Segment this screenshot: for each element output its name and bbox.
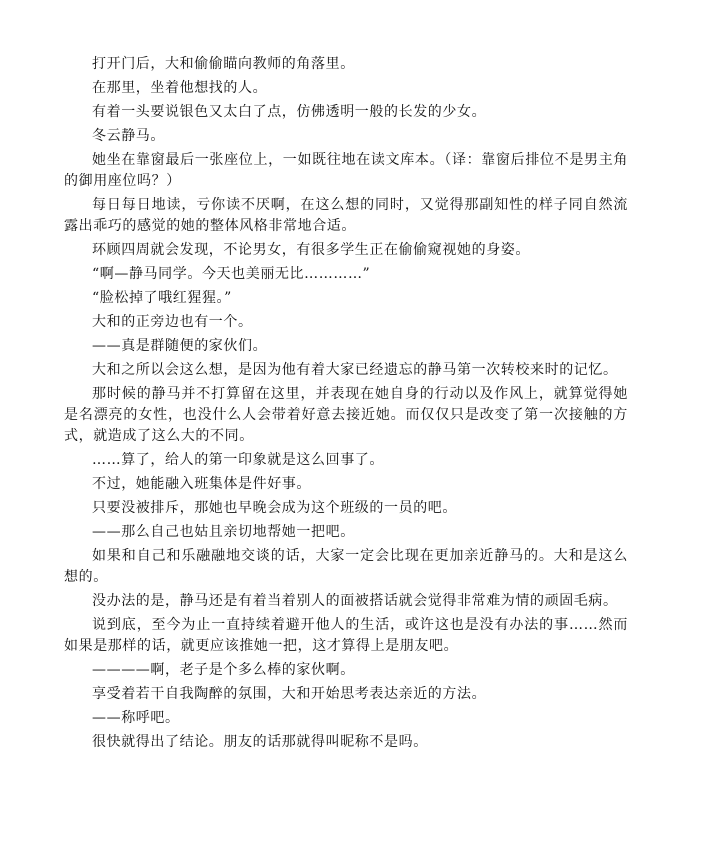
paragraph: 冬云静马。: [92, 128, 165, 144]
paragraph: 很快就得出了结论。朋友的话那就得叫昵称不是吗。: [92, 734, 428, 750]
paragraph: ——那么自己也姑且亲切地帮她一把吧。: [92, 524, 355, 540]
paragraph: “脸松掉了哦红猩猩。”: [92, 290, 232, 306]
paragraph: 没办法的是，静马还是有着当着别人的面被搭话就会觉得非常难为情的顽固毛病。: [92, 593, 618, 609]
paragraph: 只要没被排斥，那她也早晚会成为这个班级的一员的吧。: [92, 500, 457, 516]
paragraph: 那时候的静马并不打算留在这里，并表现在她自身的行动以及作风上，就算觉得她是名漂亮的女性，也没什么人会带着好意去接近她。而仅仅只是改变了第一次接触的方式，就造成了这么大的不同。: [64, 386, 628, 444]
paragraph: ——真是群随便的家伙们。: [92, 338, 268, 354]
paragraph: 打开门后，大和偷偷瞄向教师的角落里。: [92, 56, 355, 72]
paragraph: 在那里，坐着他想找的人。: [92, 80, 268, 96]
paragraph: ————啊，老子是个多么棒的家伙啊。: [92, 662, 355, 678]
document-body: [64, 54, 628, 756]
paragraph: 说到底，至今为止一直持续着避开他人的生活，或许这也是没有办法的事……然而如果是那样的话，就更应该推她一把，这才算得上是朋友吧。: [64, 617, 628, 654]
paragraph: 她坐在靠窗最后一张座位上，一如既往地在读文库本。（译：靠窗后排位不是男主角的御用座位吗？）: [64, 152, 628, 189]
paragraph: 环顾四周就会发现，不论男女，有很多学生正在偷偷窥视她的身姿。: [92, 242, 530, 258]
paragraph: 大和之所以会这么想，是因为他有着大家已经遗忘的静马第一次转校来时的记忆。: [92, 362, 618, 378]
paragraph: 有着一头要说银色又太白了点，仿佛透明一般的长发的少女。: [92, 104, 487, 120]
paragraph: ……算了，给人的第一印象就是这么回事了。: [92, 452, 384, 468]
paragraph: 每日每日地读，亏你读不厌啊，在这么想的同时，又觉得那副知性的样子同自然流露出乖巧的感觉的她的整体风格非常地合适。: [64, 197, 628, 234]
paragraph: 大和的正旁边也有一个。: [92, 314, 253, 330]
paragraph: 如果和自己和乐融融地交谈的话，大家一定会比现在更加亲近静马的。大和是这么想的。: [64, 548, 628, 585]
paragraph: ——称呼吧。: [92, 710, 180, 726]
paragraph: “啊—静马同学。今天也美丽无比…………”: [92, 266, 371, 282]
paragraph: 不过，她能融入班集体是件好事。: [92, 476, 311, 492]
paragraph: 享受着若干自我陶醉的氛围，大和开始思考表达亲近的方法。: [92, 686, 487, 702]
